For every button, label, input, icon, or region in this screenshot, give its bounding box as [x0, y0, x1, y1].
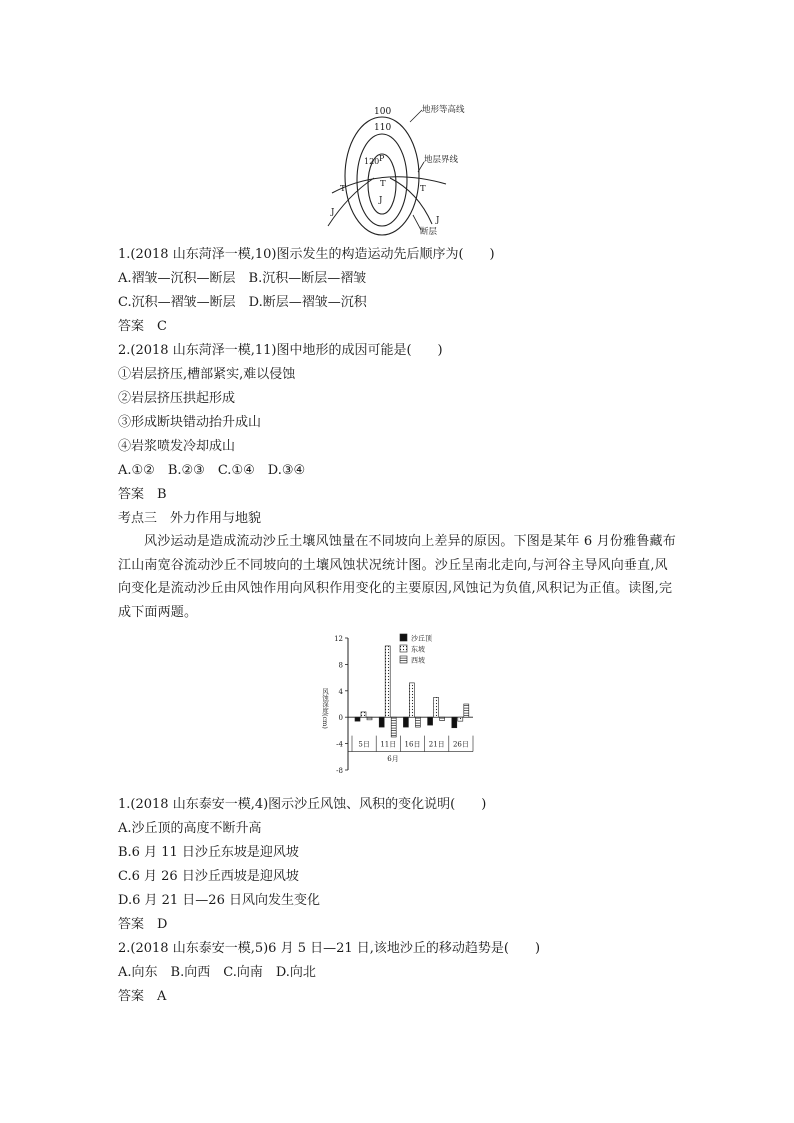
x-category-label: 11日	[380, 740, 397, 749]
label-fault: 断层	[420, 227, 438, 237]
contour-label-120: 120	[364, 157, 380, 166]
q3-stem: 1.(2018 山东泰安一模,4)图示沙丘风蚀、风积的变化说明( )	[118, 797, 487, 812]
q2-answer: 答案 B	[118, 487, 167, 502]
bar-east-slope	[361, 712, 366, 717]
strata-J-left: J	[331, 207, 335, 217]
legend-label: 沙丘顶	[411, 634, 432, 643]
contour-label-100: 100	[374, 107, 392, 117]
legend-label: 西坡	[411, 656, 425, 665]
bar-west-slope	[464, 704, 469, 717]
q2-stem: 2.(2018 山东菏泽一模,11)图中地形的成因可能是( )	[118, 343, 443, 358]
strata-T-left: T	[340, 184, 346, 194]
label-boundary: 地层界线	[424, 155, 459, 165]
y-axis-label: 风蚀深度(cm)	[321, 688, 329, 729]
legend-swatch	[400, 656, 407, 663]
y-tick-label: -4	[336, 740, 343, 749]
q1-stem: 1.(2018 山东菏泽一模,10)图示发生的构造运动先后顺序为( )	[118, 247, 495, 262]
bar-west-slope	[391, 717, 396, 737]
q4-stem: 2.(2018 山东泰安一模,5)6 月 5 日—21 日,该地沙丘的移动趋势是( )	[118, 941, 541, 956]
q3-option-c: C.6 月 26 日沙丘西坡是迎风坡	[118, 869, 299, 884]
q3-answer: 答案 D	[118, 917, 168, 932]
q4-options: A.向东 B.向西 C.向南 D.向北	[118, 965, 316, 980]
y-tick-label: 0	[338, 714, 343, 723]
peak-label: P	[379, 154, 385, 163]
bar-dune-top	[452, 717, 457, 728]
intro-paragraph: 风沙运动是造成流动沙丘土壤风蚀量在不同坡向上差异的原因。下图是某年 6 月份雅鲁藏布江山南宽谷流动沙丘不同坡向的土壤风蚀状况统计图。沙丘呈南北走向,与河谷主导风向垂直,风向变化是流动沙丘由风蚀作用向风积作用变化的主要原因,风蚀记为负值,风积记为正值。读图,完成下面两题。	[118, 534, 676, 620]
y-tick-label: 4	[338, 687, 343, 696]
q1-options-2: C.沉积—褶皱—断层 D.断层—褶皱—沉积	[118, 295, 367, 310]
bar-dune-top	[403, 717, 408, 727]
q2-item-3: ③形成断块错动抬升成山	[118, 415, 262, 430]
bar-east-slope	[385, 646, 390, 717]
strata-T-right: T	[420, 184, 426, 194]
q3-option-d: D.6 月 21 日—26 日风向发生变化	[118, 893, 320, 908]
q2-options: A.①② B.②③ C.①④ D.③④	[118, 463, 306, 478]
bar-dune-top	[428, 717, 433, 725]
x-category-label: 16日	[404, 740, 421, 749]
bar-dune-top	[379, 717, 384, 727]
bar-east-slope	[409, 683, 414, 717]
bar-west-slope	[440, 717, 445, 720]
geology-contour-figure	[318, 100, 488, 238]
strata-J-right: J	[436, 215, 440, 225]
x-category-label: 21日	[428, 740, 445, 749]
x-category-label: 5日	[358, 740, 370, 749]
section-heading: 考点三 外力作用与地貌	[118, 511, 262, 526]
leader-contour	[410, 110, 422, 122]
x-group-label: 6月	[387, 755, 399, 764]
q1-answer: 答案 C	[118, 319, 167, 334]
q3-option-a: A.沙丘顶的高度不断升高	[118, 821, 262, 836]
strata-J-center: J	[379, 195, 383, 205]
fault-line-left	[328, 178, 374, 226]
x-category-label: 26日	[452, 740, 469, 749]
strata-boundary-line	[332, 177, 446, 193]
label-contour: 地形等高线	[422, 105, 465, 115]
wind-erosion-bar-chart	[318, 630, 478, 780]
q2-item-1: ①岩层挤压,槽部紧实,难以侵蚀	[118, 367, 296, 382]
q2-item-2: ②岩层挤压拱起形成	[118, 391, 236, 406]
bar-dune-top	[355, 717, 360, 721]
legend-swatch	[400, 645, 407, 652]
strata-T-center: T	[380, 179, 386, 189]
y-tick-label: 8	[338, 661, 343, 670]
contour-label-110: 110	[374, 123, 392, 133]
y-tick-label: -8	[336, 767, 343, 775]
y-tick-label: 12	[334, 635, 343, 643]
bar-east-slope	[434, 697, 439, 717]
bar-west-slope	[415, 717, 420, 727]
legend-swatch	[400, 634, 407, 641]
q4-answer: 答案 A	[118, 989, 167, 1004]
q2-item-4: ④岩浆喷发冷却成山	[118, 439, 236, 454]
q3-option-b: B.6 月 11 日沙丘东坡是迎风坡	[118, 845, 299, 860]
q1-options-1: A.褶皱—沉积—断层 B.沉积—断层—褶皱	[118, 271, 367, 286]
legend-label: 东坡	[411, 645, 425, 654]
bar-west-slope	[367, 717, 372, 720]
contour-100	[345, 117, 419, 235]
bar-east-slope	[458, 717, 463, 721]
